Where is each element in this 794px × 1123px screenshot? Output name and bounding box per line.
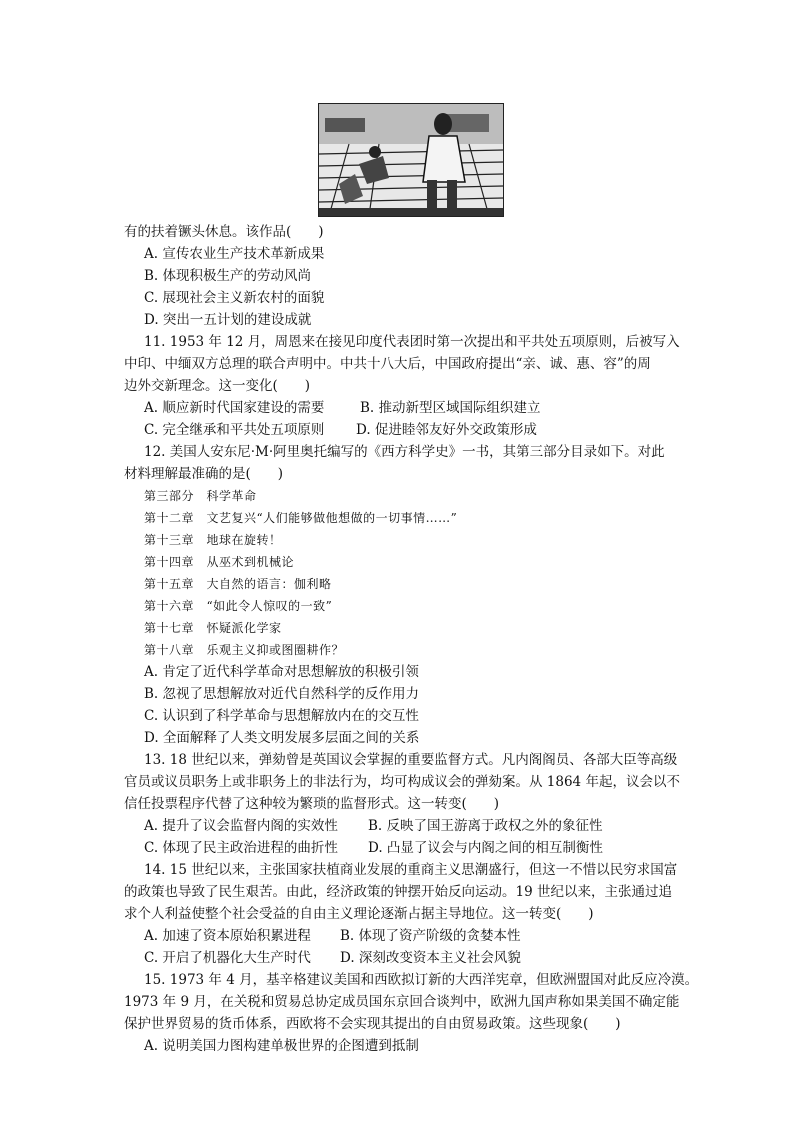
toc-chapter-18: 第十八章 乐观主义抑或图圈耕作？ xyxy=(144,643,345,657)
toc-chapter-17: 第十七章 怀疑派化学家 xyxy=(144,621,282,635)
option-12-b: B. 忽视了思想解放对近代自然科学的反作用力 xyxy=(144,686,420,702)
question-15-line-3: 保护世界贸易的货币体系，西欧将不会实现其提出的自由贸易政策。这些现象( ) xyxy=(124,1016,621,1032)
question-13-line-3: 信任投票程序代替了这种较为繁琐的监督形式。这一转变( ) xyxy=(124,796,500,812)
question-11-line-2: 中印、中缅双方总理的联合声明中。中共十八大后，中国政府提出“亲、诚、惠、容”的周 xyxy=(124,356,651,372)
question-12-line-2: 材料理解最准确的是( ) xyxy=(124,466,284,482)
option-12-a: A. 肯定了近代科学革命对思想解放的积极引领 xyxy=(144,664,419,680)
question-14-line-1: 14. 15 世纪以来，主张国家扶植商业发展的重商主义思潮盛行，但这一不惜以民穷求国富 xyxy=(144,862,678,878)
option-10-b: B. 体现积极生产的劳动风尚 xyxy=(144,268,312,284)
question-13-line-1: 13. 18 世纪以来，弹劾曾是英国议会掌握的重要监督方式。凡内阁阁员、各部大臣等高级 xyxy=(144,752,678,768)
option-15-a: A. 说明美国力图构建单极世界的企图遭到抵制 xyxy=(144,1038,419,1054)
toc-chapter-16: 第十六章 “如此令人惊叹的一致” xyxy=(144,599,333,613)
option-13-a: A. 提升了议会监督内阁的实效性 xyxy=(144,818,338,834)
option-10-d: D. 突出一五计划的建设成就 xyxy=(144,312,312,328)
question-12-line-1: 12. 美国人安东尼·M·阿里奥托编写的《西方科学史》一书，其第三部分目录如下。对此 xyxy=(144,444,665,460)
propaganda-illustration xyxy=(318,103,504,217)
question-15-line-2: 1973 年 9 月，在关税和贸易总协定成员国东京回合谈判中，欧洲九国声称如果美国不确定能 xyxy=(124,994,680,1010)
option-12-d: D. 全面解释了人类文明发展多层面之间的关系 xyxy=(144,730,420,746)
question-13-line-2: 官员或议员职务上或非职务上的非法行为，均可构成议会的弹劾案。从 1864 年起，议会以不 xyxy=(124,774,680,790)
option-13-c: C. 体现了民主政治进程的曲折性 xyxy=(144,840,338,856)
option-10-c: C. 展现社会主义新农村的面貌 xyxy=(144,290,325,306)
option-11-c: C. 完全继承和平共处五项原则 xyxy=(144,422,325,438)
question-10-tail: 有的扶着镢头休息。该作品( ) xyxy=(124,224,324,240)
option-14-b: B. 体现了资产阶级的贪婪本性 xyxy=(340,928,521,944)
question-15-line-1: 15. 1973 年 4 月，基辛格建议美国和西欧拟订新的大西洋宪章，但欧洲盟国对此反应冷漠。 xyxy=(144,972,699,988)
option-11-d: D. 促进睦邻友好外交政策形成 xyxy=(356,422,537,438)
question-11-line-1: 11. 1953 年 12 月，周恩来在接见印度代表团时第一次提出和平共处五项原则，后被写入 xyxy=(144,334,680,350)
toc-chapter-13: 第十三章 地球在旋转！ xyxy=(144,533,282,547)
question-14-line-3: 求个人利益使整个社会受益的自由主义理论逐渐占据主导地位。这一转变( ) xyxy=(124,906,594,922)
toc-chapter-15: 第十五章 大自然的语言：伽利略 xyxy=(144,577,332,591)
option-11-b: B. 推动新型区域国际组织建立 xyxy=(360,400,541,416)
option-12-c: C. 认识到了科学革命与思想解放内在的交互性 xyxy=(144,708,419,724)
toc-chapter-12: 第十二章 文艺复兴“人们能够做他想做的一切事情……” xyxy=(144,511,458,525)
option-14-d: D. 深刻改变资本主义社会风貌 xyxy=(340,950,521,966)
question-14-line-2: 的政策也导致了民生艰苦。由此，经济政策的钟摆开始反向运动。19 世纪以来，主张通过追 xyxy=(124,884,672,900)
option-13-d: D. 凸显了议会与内阁之间的相互制衡性 xyxy=(368,840,603,856)
toc-chapter-14: 第十四章 从巫术到机械论 xyxy=(144,555,295,569)
option-10-a: A. 宣传农业生产技术革新成果 xyxy=(144,246,325,262)
option-13-b: B. 反映了国王游离于政权之外的象征性 xyxy=(368,818,603,834)
option-14-a: A. 加速了资本原始积累进程 xyxy=(144,928,311,944)
toc-part-3: 第三部分 科学革命 xyxy=(144,489,257,503)
option-11-a: A. 顺应新时代国家建设的需要 xyxy=(144,400,325,416)
option-14-c: C. 开启了机器化大生产时代 xyxy=(144,950,311,966)
question-11-line-3: 边外交新理念。这一变化( ) xyxy=(124,378,311,394)
